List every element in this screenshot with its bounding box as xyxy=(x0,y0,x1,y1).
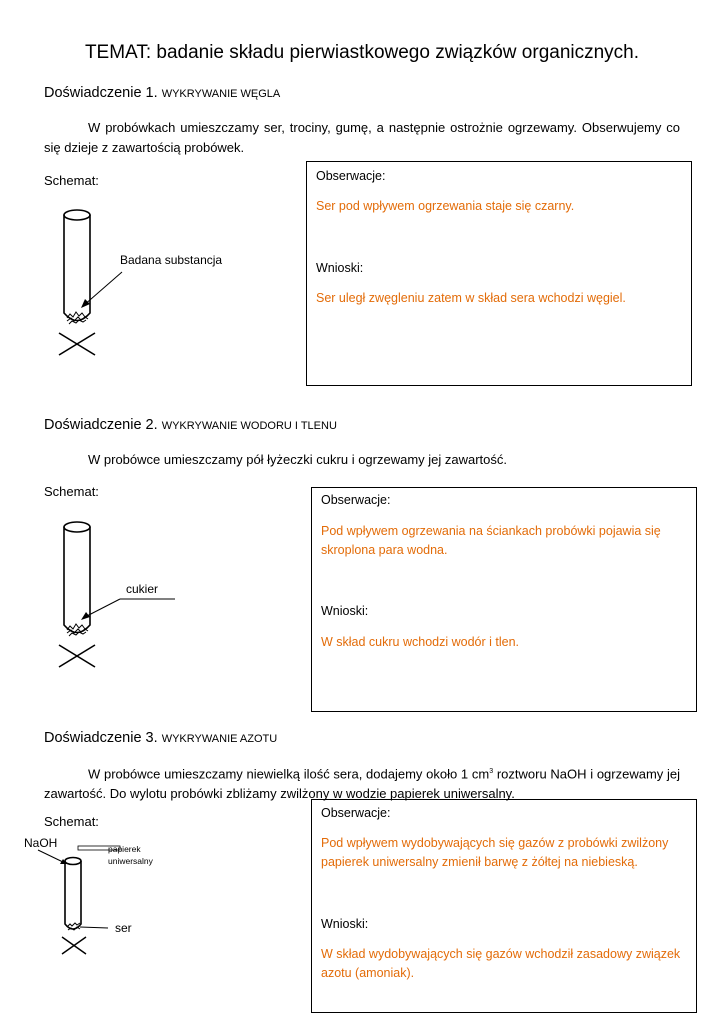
cheese-arrow xyxy=(80,927,108,928)
experiment-1-heading xyxy=(44,85,280,101)
experiment-3-result-box xyxy=(311,799,697,1013)
experiment-1-subheading: WYKRYWANIE WĘGLA xyxy=(161,88,281,100)
page-title: TEMAT: badanie składu pierwiastkowego związków organicznych. xyxy=(84,42,640,63)
pointer-arrow-1 xyxy=(81,272,122,308)
experiment-3-heading xyxy=(44,730,277,746)
substance-label-1: Badana substancja xyxy=(120,253,223,267)
experiment-3-schema-label: Schemat: xyxy=(44,814,99,829)
paper-label xyxy=(108,843,153,867)
conclusions-label-1: Wnioski: xyxy=(316,261,364,275)
naoh-label: NaOH xyxy=(24,836,58,850)
observations-text-1: Ser pod wpływem ogrzewania staje się czarny. xyxy=(316,199,575,213)
flame-cross-1 xyxy=(59,333,95,355)
experiment-2-schema-label: Schemat: xyxy=(44,484,99,499)
test-tube-figure-1 xyxy=(50,200,250,360)
experiment-2-description: W probówce umieszczamy pół łyżeczki cukru i ogrzewamy jej zawartość. xyxy=(88,452,508,467)
flame-cross-3 xyxy=(62,937,86,954)
observations-label-3: Obserwacje: xyxy=(321,806,391,820)
observations-label-1: Obserwacje: xyxy=(316,169,386,183)
conclusions-text-2: W skład cukru wchodzi wodór i tlen. xyxy=(321,635,519,649)
experiment-3-description xyxy=(44,762,680,804)
naoh-arrow xyxy=(38,850,67,864)
paper-label-line-2: uniwersalny xyxy=(108,856,153,866)
experiment-2-number: Doświadczenie 2. xyxy=(44,417,158,433)
conclusions-text-1: Ser uległ zwęgleniu zatem w skład sera wchodzi węgiel. xyxy=(316,291,626,305)
cubic-superscript: 3 xyxy=(489,768,494,775)
experiment-3-description-b: roztworu NaOH i ogrzewamy jej zawartość. Do wylotu probówki zbliżamy zwilżony w wodzie papierek uniwersalny. xyxy=(44,766,681,802)
experiment-3-description-a: W probówce umieszczamy niewielką ilość sera, dodajemy około 1 cm xyxy=(88,766,490,782)
experiment-1-result-box xyxy=(306,161,692,386)
flame-cross-2 xyxy=(59,645,95,667)
experiment-3-subheading: WYKRYWANIE AZOTU xyxy=(161,733,278,745)
experiment-3-number: Doświadczenie 3. xyxy=(44,730,158,746)
cheese-label: ser xyxy=(115,921,132,935)
pointer-arrow-2 xyxy=(81,599,175,620)
observations-text-2: Pod wpływem ogrzewania na ściankach probówki pojawia się skroplona para wodna. xyxy=(321,524,661,557)
experiment-1-schema-label: Schemat: xyxy=(44,173,99,188)
experiment-2-result-box xyxy=(311,487,697,712)
experiment-1-description: W probówkach umieszczamy ser, trociny, gumę, a następnie ostrożnie ogrzewamy. Obserwujemy co się dzieje z zawartością probówek. xyxy=(44,120,680,155)
paper-label-line-1: papierek xyxy=(108,844,141,854)
observations-text-3: Pod wpływem wydobywających się gazów z probówki zwilżony papierek uniwersalny zmienił barwę z żółtej na niebieską. xyxy=(321,836,669,869)
experiment-2-heading xyxy=(44,417,337,433)
experiment-1-number: Doświadczenie 1. xyxy=(44,85,158,101)
observations-label-2: Obserwacje: xyxy=(321,493,391,507)
conclusions-label-3: Wnioski: xyxy=(321,917,369,931)
conclusions-label-2: Wnioski: xyxy=(321,604,369,618)
sugar-label: cukier xyxy=(126,582,159,596)
experiment-2-subheading: WYKRYWANIE WODORU I TLENU xyxy=(161,420,337,432)
conclusions-text-3: W skład wydobywających się gazów wchodził zasadowy związek azotu (amoniak). xyxy=(321,947,681,980)
test-tube-3 xyxy=(65,858,81,930)
